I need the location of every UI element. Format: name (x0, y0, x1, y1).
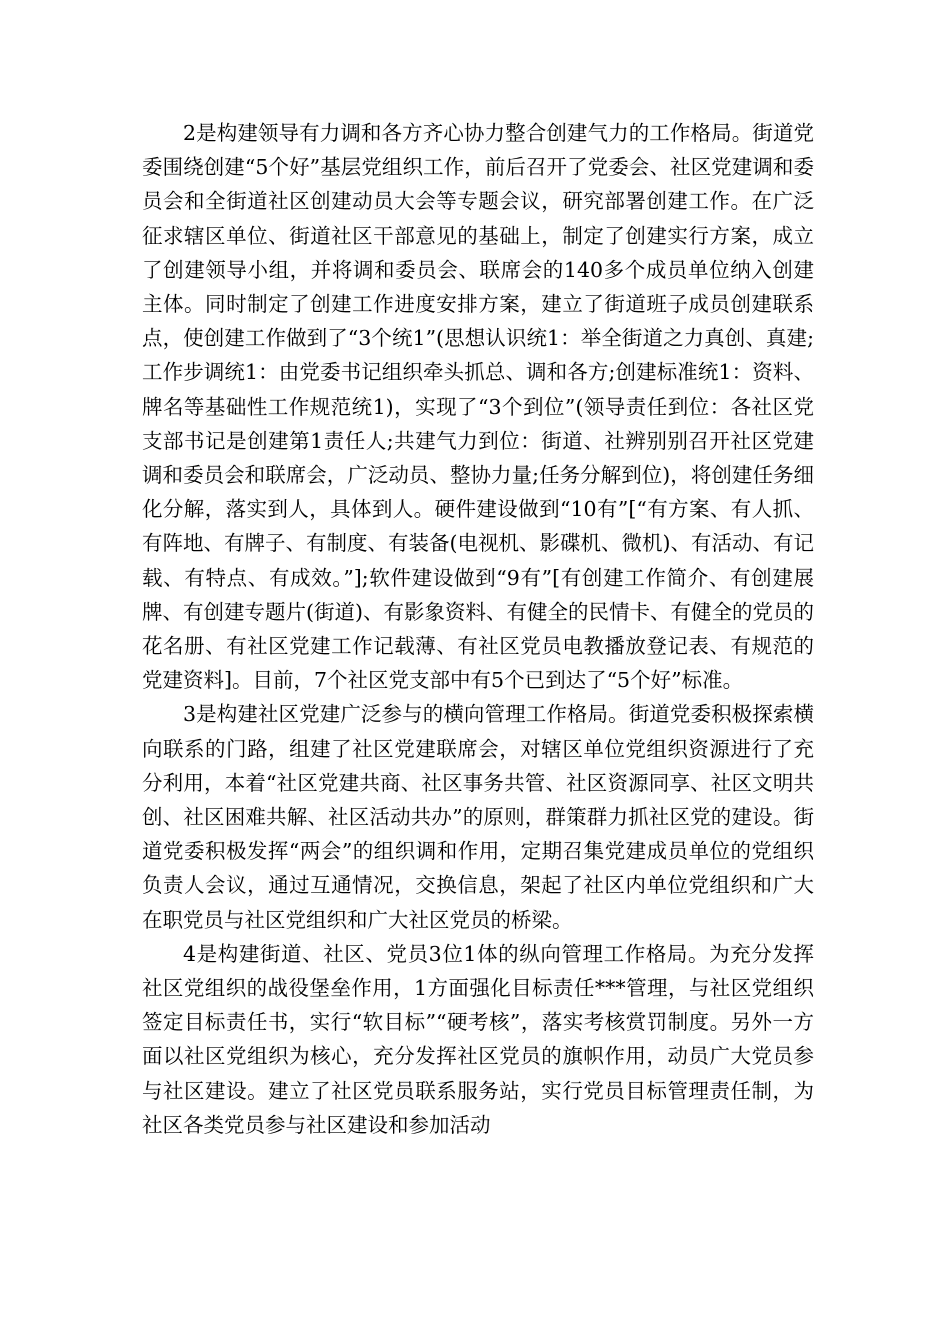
paragraph-4-vertical-management: 4是构建街道、社区、党员3位1体的纵向管理工作格局。为充分发挥社区党组织的战役堡垒作用，1方面强化目标责任***管理，与社区党组织签定目标责任书，实行“软目标”“硬考核”，落实考核赏罚制度。另外一方面以社区党组织为核心，充分发挥社区党员的旗帜作用，动员广大党员参与社区建设。建立了社区党员联系服务站，实行党员目标管理责任制，为社区各类党员参与社区建设和参加活动 (142, 941, 814, 1137)
document-body (142, 116, 814, 1142)
paragraph-2-work-pattern: 2是构建领导有力调和各方齐心协力整合创建气力的工作格局。街道党委围绕创建“5个好”基层党组织工作，前后召开了党委会、社区党建调和委员会和全街道社区创建动员大会等专题会议，研究部署创建工作。在广泛征求辖区单位、街道社区干部意见的基础上，制定了创建实行方案，成立了创建领导小组，并将调和委员会、联席会的140多个成员单位纳入创建主体。同时制定了创建工作进度安排方案，建立了街道班子成员创建联系点，使创建工作做到了“3个统1”(思想认识统1：举全街道之力真创、真建;工作步调统1：由党委书记组织牵头抓总、调和各方;创建标准统1：资料、牌名等基础性工作规范统1)，实现了“3个到位”(领导责任到位：各社区党支部书记是创建第1责任人;共建气力到位：街道、社辨别别召开社区党建调和委员会和联席会，广泛动员、整协力量;任务分解到位)，将创建任务细化分解，落实到人，具体到人。硬件建设做到“10有”[“有方案、有人抓、有阵地、有牌子、有制度、有装备(电视机、影碟机、微机)、有活动、有记载、有特点、有成效。”];软件建设做到“9有”[有创建工作简介、有创建展牌、有创建专题片(街道)、有影象资料、有健全的民情卡、有健全的党员的花名册、有社区党建工作记载薄、有社区党员电教播放登记表、有规范的党建资料]。目前，7个社区党支部中有5个已到达了“5个好”标准。 (142, 121, 814, 693)
paragraph-3-horizontal-management: 3是构建社区党建广泛参与的横向管理工作格局。街道党委积极探索横向联系的门路，组建了社区党建联席会，对辖区单位党组织资源进行了充分利用，本着“社区党建共商、社区事务共管、社区资源同享、社区文明共创、社区困难共解、社区活动共办”的原则，群策群力抓社区党的建设。街道党委积极发挥“两会”的组织调和作用，定期召集党建成员单位的党组织负责人会议，通过互通情况，交换信息，架起了社区内单位党组织和广大在职党员与社区党组织和广大社区党员的桥梁。 (142, 702, 814, 932)
